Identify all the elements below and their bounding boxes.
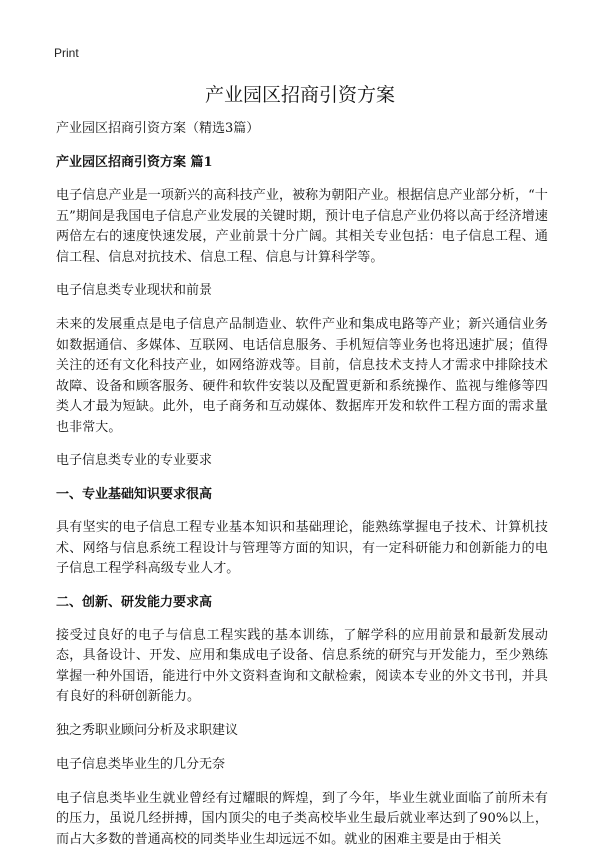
paragraph-development-focus: 未来的发展重点是电子信息产品制造业、软件产业和集成电路等产业；新兴通信业务如数据通信、多媒体、互联网、电话信息服务、手机短信等业务也将迅速扩展；值得关注的还有文化科技产业，如网络游戏等。目前，信息技术支持人才需求中排除技术故障、设备和顾客服务、硬件和软件安装以及配置更新和系统操作、监视与维修等四类人才最为短缺。此外，电子商务和互动媒体、数据库开发和软件工程方面的需求量也非常大。 (56, 317, 548, 435)
paragraph-basic-knowledge: 具有坚实的电子信息工程专业基本知识和基础理论，能熟练掌握电子技术、计算机技术、网络与信息系统工程设计与管理等方面的知识，有一定科研能力和创新能力的电子信息工程学科高级专业人才。 (56, 520, 548, 576)
subheading-career-advice: 独之秀职业顾问分析及求职建议 (56, 722, 239, 738)
document-title: 产业园区招商引资方案 (204, 84, 395, 106)
subheading-status-prospects: 电子信息类专业现状和前景 (56, 283, 213, 298)
paragraph-innovation-ability: 接受过良好的电子与信息工程实践的基本训练，了解学科的应用前景和最新发展动态，具备设计、开发、应用和集成电子设备、信息系统的研究与开发能力，至少熟练掌握一种外国语，能进行中外文资料查询和文献检索，阅读本专业的外文书刊，并具有良好的科研创新能力。 (56, 627, 548, 704)
section-heading: 产业园区招商引资方案 篇1 (56, 155, 213, 170)
document-subtitle: 产业园区招商引资方案（精选3篇） (56, 121, 260, 136)
print-label: Print (54, 46, 79, 60)
heading-basic-knowledge: 一、专业基础知识要求很高 (56, 487, 213, 502)
paragraph-intro: 电子信息产业是一项新兴的高科技产业，被称为朝阳产业。根据信息产业部分析，“十五”期间是我国电子信息产业发展的关键时期，预计电子信息产业仍将以高于经济增速两倍左右的速度快速发展，产业前景十分广阔。其相关专业包括：电子信息工程、通信工程、信息对抗技术、信息工程、信息与计算科学等。 (56, 188, 548, 265)
subheading-major-requirements: 电子信息类专业的专业要求 (56, 453, 213, 468)
paragraph-graduate-employment: 电子信息类毕业生就业曾经有过耀眼的辉煌，到了今年，毕业生就业面临了前所未有的压力，虽说几经拼搏，国内顶尖的电子类高校毕业生最后就业率达到了90%以上，而占大多数的普通高校的同类毕业生却远远不如。就业的困难主要是由于相关 (56, 790, 548, 847)
document-body (56, 119, 548, 863)
subheading-graduate-concerns: 电子信息类毕业生的几分无奈 (56, 756, 226, 772)
heading-innovation-ability: 二、创新、研发能力要求高 (56, 594, 213, 610)
